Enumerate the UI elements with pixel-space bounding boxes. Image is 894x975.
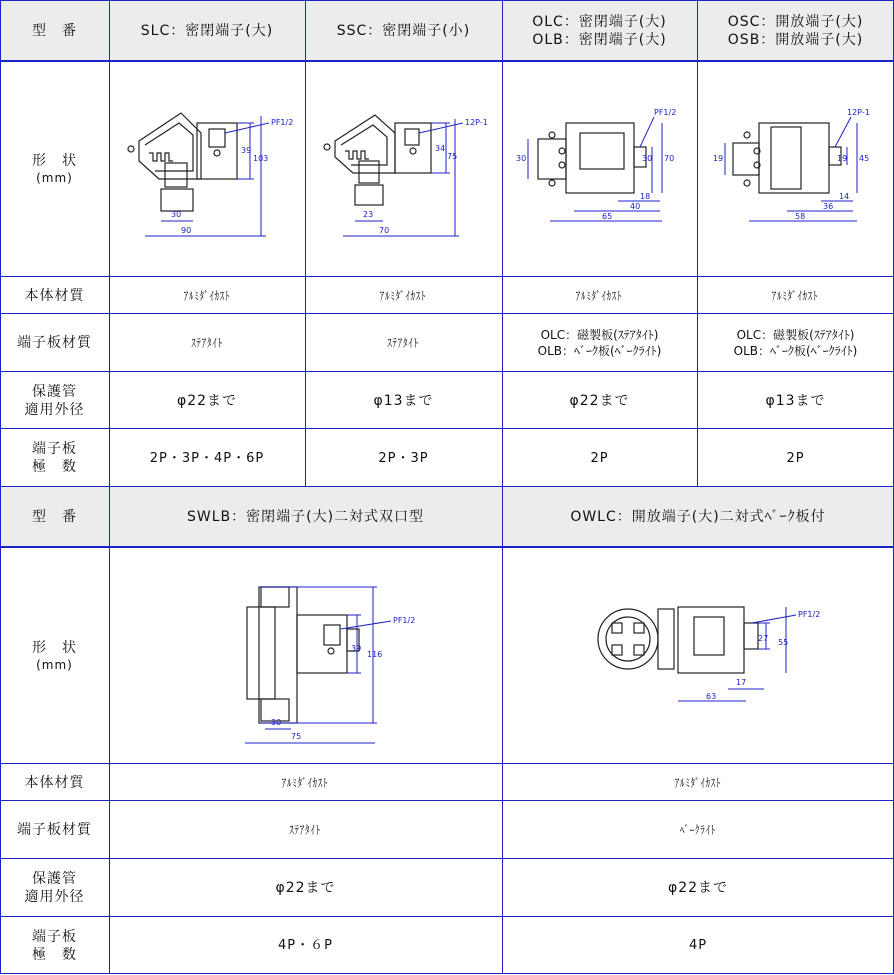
protect-tube-swlb <box>109 859 502 917</box>
ssc-dim-4: 70 <box>379 226 390 235</box>
header2-label-cell <box>0 487 109 547</box>
poles-slc <box>109 429 305 487</box>
grid-line <box>0 486 894 487</box>
protect-tube-osc <box>697 372 894 429</box>
terminal-material-osc <box>697 314 894 372</box>
grid-line <box>0 763 894 764</box>
header2-label: 型 番 <box>32 509 77 525</box>
grid-line <box>0 371 894 372</box>
terminal-material-label <box>0 314 109 372</box>
poles-owlc <box>502 917 894 974</box>
drawing-ssc <box>305 61 502 277</box>
ssc-dim-1: 34 <box>435 144 446 153</box>
terminal-material-slc <box>109 314 305 372</box>
header-osc <box>697 0 894 61</box>
drawing-osc <box>697 61 894 277</box>
header-swlb <box>109 487 502 547</box>
terminal-material-olc <box>502 314 697 372</box>
ssc-dim-2: 75 <box>447 152 458 161</box>
terminal-material-ssc <box>305 314 502 372</box>
slc-dim-2: 103 <box>253 154 269 163</box>
poles-osc <box>697 429 894 487</box>
terminal-material-olc-line2: OLB：ﾍﾞｰｸ板(ﾍﾞｰｸﾗｲﾄ) <box>537 344 662 358</box>
terminal-material-ssc-text: ｽﾃｱﾀｲﾄ <box>387 336 420 350</box>
grid-line <box>305 0 306 487</box>
swlb-dim-1: 39 <box>351 644 362 653</box>
model-owlc: OWLC：開放端子(大)二対式ﾍﾞｰｸ板付 <box>570 509 826 525</box>
grid-line <box>0 546 894 548</box>
grid-line <box>697 0 698 487</box>
poles-ssc <box>305 429 502 487</box>
terminal-material-osc-line2: OLB：ﾍﾞｰｸ板(ﾍﾞｰｸﾗｲﾄ) <box>733 344 858 358</box>
osc-dim-6: 58 <box>795 212 806 221</box>
shape-label-text: 形 状 <box>32 153 77 169</box>
protect-tube2-label-line1: 保護管 <box>32 871 77 887</box>
protect-tube-olc <box>502 372 697 429</box>
protect-tube-ssc <box>305 372 502 429</box>
protect-tube2-label <box>0 859 109 917</box>
slc-dim-4: 90 <box>181 226 192 235</box>
grid-line <box>0 428 894 429</box>
body-material-olc-text: ｱﾙﾐﾀﾞｲｶｽﾄ <box>576 288 623 303</box>
terminal-material-label-text: 端子板材質 <box>17 335 92 351</box>
body-material-ssc-text: ｱﾙﾐﾀﾞｲｶｽﾄ <box>380 288 427 303</box>
body-material-swlb <box>109 764 502 801</box>
owlc-port-label: PF1/2 <box>798 610 821 619</box>
shape2-label-text: 形 状 <box>32 639 77 656</box>
poles-label <box>0 429 109 487</box>
poles-label-line1: 端子板 <box>32 441 77 457</box>
body-material-ssc <box>305 277 502 314</box>
olc-dim-2: 30 <box>642 154 653 163</box>
protect-tube-olc-text: φ22まで <box>569 392 630 409</box>
model-olc: OLC：密閉端子(大) <box>532 13 667 30</box>
terminal-material-owlc <box>502 801 894 859</box>
owlc-dim-4: 63 <box>706 692 717 701</box>
ssc-port-label: 12P-1 <box>465 118 488 127</box>
model-olb: OLB：密閉端子(大) <box>532 31 667 48</box>
model-osc: OSC：開放端子(大) <box>727 13 864 30</box>
osc-dim-4: 14 <box>839 192 850 201</box>
slc-port-label: PF1/2 <box>271 118 294 127</box>
grid-line <box>0 858 894 859</box>
terminal-material-owlc-text: ﾍﾞｰｸﾗｲﾄ <box>679 823 716 837</box>
grid-line <box>0 800 894 801</box>
terminal-material-olc-line1: OLC：磁製板(ｽﾃｱﾀｲﾄ) <box>540 328 659 342</box>
shape-unit: (mm) <box>36 171 73 185</box>
protect-tube-label <box>0 372 109 429</box>
shape-label <box>0 61 109 277</box>
drawing-olc <box>502 61 697 277</box>
header-owlc <box>502 487 894 547</box>
poles2-label-line2: 極 数 <box>32 946 77 963</box>
body-material-swlb-text: ｱﾙﾐﾀﾞｲｶｽﾄ <box>282 775 329 790</box>
olc-dim-4: 18 <box>640 192 651 201</box>
terminal-material-osc-line1: OLC：磁製板(ｽﾃｱﾀｲﾄ) <box>736 328 855 342</box>
body-material-label <box>0 277 109 314</box>
owlc-dim-2: 55 <box>778 638 789 647</box>
slc-dim-3: 30 <box>171 210 182 219</box>
olc-dim-3: 70 <box>664 154 675 163</box>
grid-line <box>0 276 894 277</box>
grid-line <box>502 0 503 974</box>
poles-ssc-text: 2P・3P <box>378 450 429 466</box>
model-slc: SLC：密閉端子(大) <box>140 22 274 39</box>
olc-dim-6: 65 <box>602 212 613 221</box>
shape2-label <box>0 547 109 764</box>
protect-tube-slc-text: φ22まで <box>176 392 238 409</box>
osc-port-label: 12P-1 <box>847 108 870 117</box>
body-material2-label <box>0 764 109 801</box>
owlc-dim-3: 17 <box>736 678 747 687</box>
grid-line <box>0 0 1 974</box>
protect-tube-swlb-text: φ22まで <box>275 880 336 896</box>
model-ssc: SSC：密閉端子(小) <box>336 22 471 39</box>
olc-dim-5: 40 <box>630 202 641 211</box>
protect-tube-label-line1: 保護管 <box>32 383 77 400</box>
grid-line <box>0 916 894 917</box>
poles2-label-line1: 端子板 <box>32 928 77 945</box>
body-material-owlc-text: ｱﾙﾐﾀﾞｲｶｽﾄ <box>674 775 722 790</box>
swlb-dim-2: 116 <box>367 650 383 659</box>
poles-osc-text: 2P <box>786 450 805 466</box>
terminal-material-slc-text: ｽﾃｱﾀｲﾄ <box>191 336 223 350</box>
poles-swlb <box>109 917 502 974</box>
slc-dim-1: 39 <box>241 146 252 155</box>
body-material-osc <box>697 277 894 314</box>
body-material-olc <box>502 277 697 314</box>
poles-owlc-text: 4P <box>688 938 708 953</box>
poles2-label <box>0 917 109 974</box>
protect-tube-slc <box>109 372 305 429</box>
body-material-osc-text: ｱﾙﾐﾀﾞｲｶｽﾄ <box>772 288 819 303</box>
grid-line <box>109 0 110 974</box>
terminal-material-swlb <box>109 801 502 859</box>
terminal-material-swlb-text: ｽﾃｱﾀｲﾄ <box>289 823 322 837</box>
grid-line <box>0 313 894 314</box>
swlb-dim-3: 30 <box>271 718 282 727</box>
osc-dim-5: 36 <box>823 202 834 211</box>
terminal-material2-label <box>0 801 109 859</box>
body-material-label-text: 本体材質 <box>24 287 85 304</box>
grid-line <box>0 0 894 1</box>
osc-dim-2: 19 <box>837 154 848 163</box>
body-material-slc-text: ｱﾙﾐﾀﾞｲｶｽﾄ <box>183 288 231 303</box>
poles-swlb-text: 4P・６P <box>278 938 333 953</box>
model-osb: OSB：開放端子(大) <box>727 31 864 48</box>
terminal-material2-label-text: 端子板材質 <box>17 822 92 838</box>
drawing-slc <box>109 61 305 277</box>
poles-slc-text: 2P・3P・4P・6P <box>149 450 265 466</box>
protect-tube-owlc <box>502 859 894 917</box>
body-material2-label-text: 本体材質 <box>24 774 85 791</box>
body-material-slc <box>109 277 305 314</box>
poles-olc <box>502 429 697 487</box>
olc-port-label: PF1/2 <box>654 108 677 117</box>
poles-olc-text: 2P <box>590 450 609 466</box>
ssc-dim-3: 23 <box>363 210 374 219</box>
header-slc <box>109 0 305 61</box>
protect-tube2-label-line2: 適用外径 <box>24 889 85 905</box>
drawing-swlb <box>109 547 502 764</box>
model-swlb: SWLB：密閉端子(大)二対式双口型 <box>186 509 425 525</box>
shape2-unit: (mm) <box>36 657 73 672</box>
header-label-cell <box>0 0 109 61</box>
header-olc <box>502 0 697 61</box>
header-label: 型 番 <box>32 22 77 39</box>
olc-dim-1: 30 <box>516 154 527 163</box>
swlb-dim-4: 75 <box>291 732 302 741</box>
protect-tube-ssc-text: φ13まで <box>373 392 434 409</box>
owlc-dim-1: 27 <box>758 634 769 643</box>
protect-tube-owlc-text: φ22まで <box>667 880 729 896</box>
grid-line <box>0 973 894 974</box>
osc-dim-3: 45 <box>859 154 870 163</box>
osc-dim-1: 19 <box>713 154 724 163</box>
body-material-owlc <box>502 764 894 801</box>
header-ssc <box>305 0 502 61</box>
protect-tube-label-line2: 適用外径 <box>24 401 85 418</box>
drawing-owlc <box>502 547 894 764</box>
poles-label-line2: 極 数 <box>32 459 77 475</box>
protect-tube-osc-text: φ13まで <box>765 392 826 409</box>
grid-line <box>0 60 894 62</box>
swlb-port-label: PF1/2 <box>393 616 416 625</box>
